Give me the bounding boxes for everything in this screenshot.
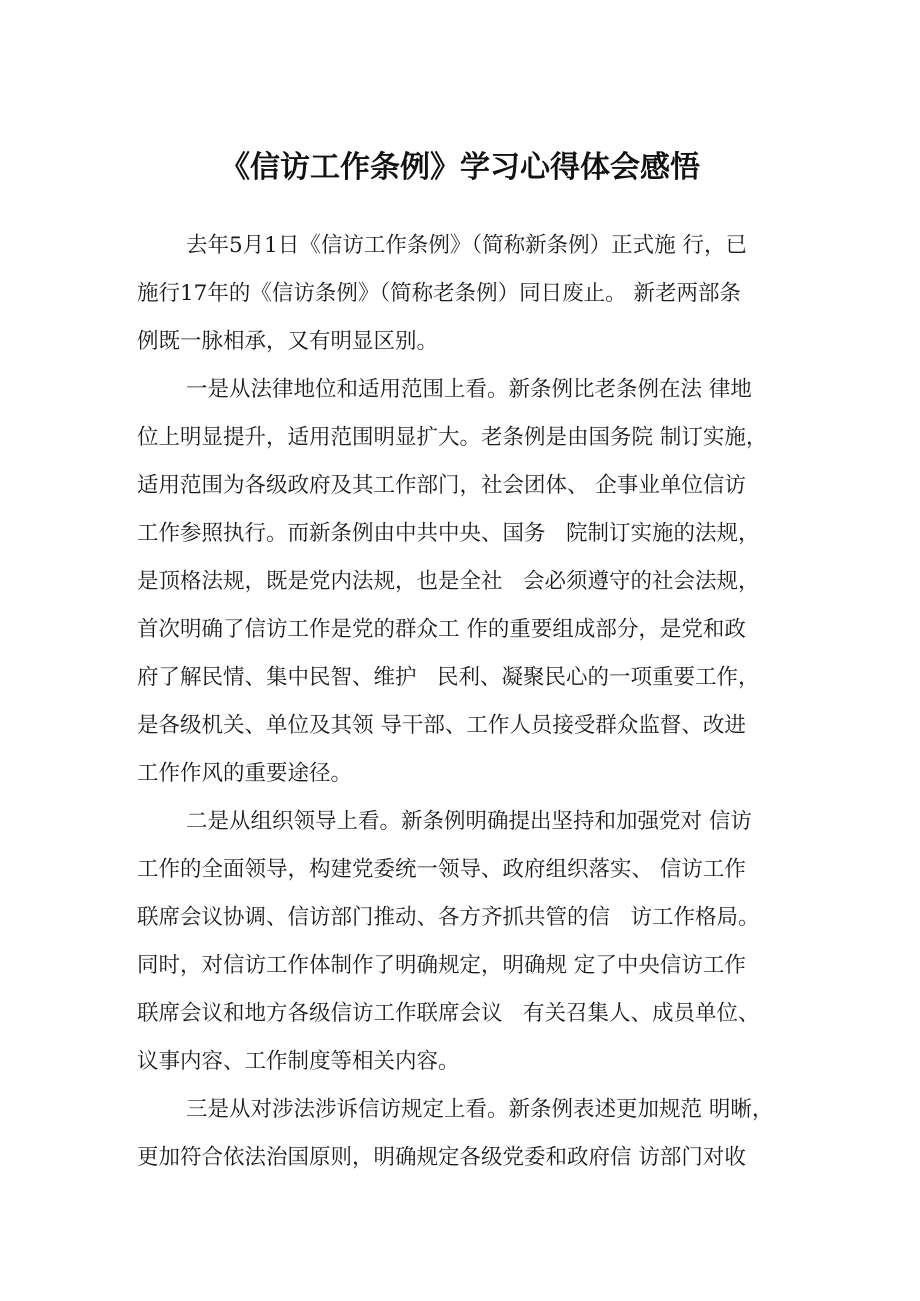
body-line: 去年5月1日《信访工作条例》（简称新条例）正式施 行，已 bbox=[186, 233, 747, 258]
body-line: 适用范围为各级政府及其工作部门，社会团体、 企事业单位信访 bbox=[137, 473, 746, 498]
body-line: 首次明确了信访工作是党的群众工 作的重要组成部分，是党和政 bbox=[137, 617, 746, 642]
body-line: 议事内容、工作制度等相关内容。 bbox=[137, 1049, 460, 1074]
body-line: 府了解民情、集中民智、维护 民利、凝聚民心的一项重要工作， bbox=[137, 665, 760, 690]
body-line: 同时，对信访工作体制作了明确规定，明确规 定了中央信访工作 bbox=[137, 953, 746, 978]
body-line: 联席会议协调、信访部门推动、各方齐抓共管的信 访工作格局。 bbox=[137, 905, 760, 930]
body-line: 一是从法律地位和适用范围上看。新条例比老条例在法 律地 bbox=[186, 377, 752, 402]
body-line: 二是从组织领导上看。新条例明确提出坚持和加强党对 信访 bbox=[186, 809, 752, 834]
body-line: 是各级机关、单位及其领 导干部、工作人员接受群众监督、改进 bbox=[137, 713, 746, 738]
document-title: 《信访工作条例》学习心得体会感悟 bbox=[220, 150, 700, 185]
body-line: 位上明显提升，适用范围明显扩大。老条例是由国务院 制订实施， bbox=[137, 425, 768, 450]
body-line: 工作参照执行。而新条例由中共中央、国务 院制订实施的法规， bbox=[137, 521, 760, 546]
body-line: 工作作风的重要途径。 bbox=[137, 761, 353, 786]
body-line: 例既一脉相承，又有明显区别。 bbox=[137, 329, 439, 354]
body-line: 施行17年的《信访条例》（简称老条例）同日废止。 新老两部条 bbox=[137, 281, 741, 306]
body-line: 联席会议和地方各级信访工作联席会议 有关召集人、成员单位、 bbox=[137, 1001, 760, 1026]
body-line: 三是从对涉法涉诉信访规定上看。新条例表述更加规范 明晰， bbox=[186, 1097, 774, 1122]
body-line: 是顶格法规，既是党内法规，也是全社 会必须遵守的社会法规， bbox=[137, 569, 760, 594]
body-line: 工作的全面领导，构建党委统一领导、政府组织落实、 信访工作 bbox=[137, 857, 746, 882]
body-line: 更加符合依法治国原则，明确规定各级党委和政府信 访部门对收 bbox=[137, 1145, 746, 1170]
